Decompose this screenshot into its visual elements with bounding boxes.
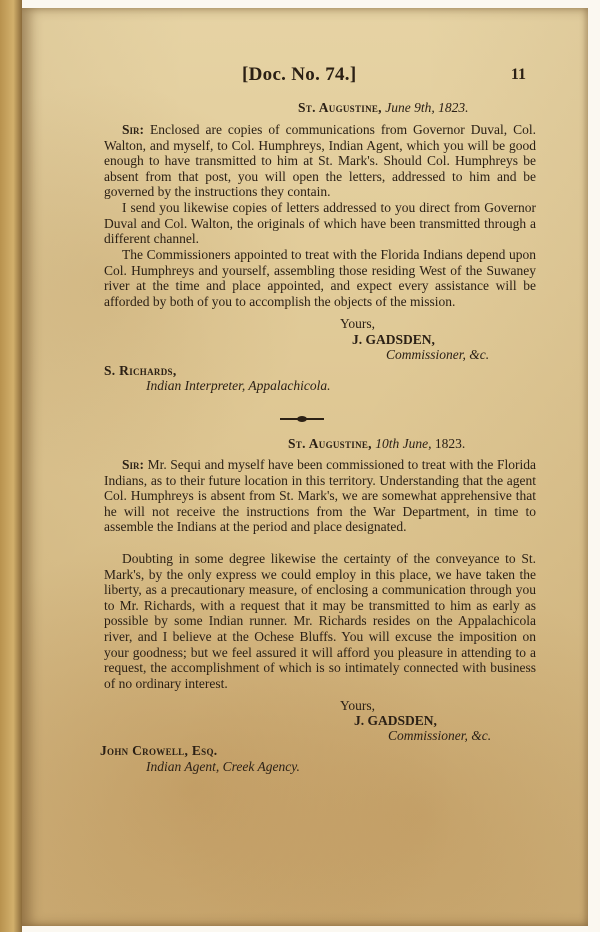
letter2-salutation: Sir: bbox=[122, 457, 145, 472]
letter2-p1-text: Mr. Sequi and myself have been commissioned to treat with the Florida Indians, as to their future location in this territory. Understanding that the agent Col. Humphreys is absent from St. Mark's, we are somewhat apprehensive that he will not receive the instructions from the War Department, in time to assemble the Indians at the period and place designated. bbox=[104, 457, 536, 535]
letter2-place: St. Augustine, bbox=[288, 436, 372, 451]
letter2-signer: J. GADSDEN, bbox=[354, 713, 437, 728]
letter1-closing: Yours, bbox=[340, 316, 376, 331]
letter2-addressee-name: John Crowell, Esq. bbox=[100, 743, 218, 758]
letter2-date-year: 1823. bbox=[434, 436, 466, 451]
letter2-paragraph-2: Doubting in some degree likewise the certainty of the conveyance to St. Mark's, by the only express we could employ in this place, we have taken the liberty, as a precautionary measure, of enclosing a communication through you to Mr. Richards, with a request that it may be transmitted to him as early as possible by some Indian runner. Mr. Richards resides on the Appalachicola river, and I believe at the Ochese Bluffs. You will excuse the imposition on your goodness; but we feel assured it will afford you pleasure in attending to a request, the accomplishment of which is so intimately connected with business of no ordinary interest. bbox=[104, 551, 536, 691]
letter1-paragraph-1 bbox=[104, 122, 536, 200]
page-header bbox=[22, 64, 588, 90]
letter2-closing: Yours, bbox=[340, 698, 376, 713]
letter2-dateline bbox=[288, 436, 465, 452]
section-divider bbox=[280, 418, 324, 420]
letter1-addressee-title: Indian Interpreter, Appalachicola. bbox=[146, 378, 331, 393]
letter2-signer-title: Commissioner, &c. bbox=[388, 728, 492, 743]
document-number: [Doc. No. 74.] bbox=[242, 64, 357, 85]
letter1-date: June 9th, 1823. bbox=[385, 100, 469, 115]
letter1-signer-title: Commissioner, &c. bbox=[386, 347, 490, 362]
letter2-paragraph-1 bbox=[104, 457, 536, 535]
letter1-addressee-name: S. Richards, bbox=[104, 363, 177, 378]
page-number: 11 bbox=[510, 66, 526, 83]
letter1-p1-text: Enclosed are copies of communications from Governor Duval, Col. Walton, and myself, to Col. Humphreys, Indian Agent, which you will be good enough to have transmitted to him at St. Mark's. Should Col. Humphreys be absent from that post, you will open the letters, addressed to him and be governed by the instructions they contain. bbox=[104, 122, 536, 200]
letter1-place: St. Augustine, bbox=[298, 100, 382, 115]
document-page bbox=[22, 8, 588, 926]
letter1-signer: J. GADSDEN, bbox=[352, 332, 435, 347]
left-page-edge bbox=[0, 0, 22, 932]
letter1-dateline bbox=[298, 100, 468, 116]
letter1-paragraph-3: The Commissioners appointed to treat with the Florida Indians depend upon Col. Humphreys and yourself, assembling those residing West of the Suwaney river at the time and place appointed, and expect every assistance will be afforded by both of you to accomplish the objects of the mission. bbox=[104, 247, 536, 309]
letter1-paragraph-2: I send you likewise copies of letters addressed to you direct from Governor Duval and Col. Walton, the originals of which have been transmitted through a different channel. bbox=[104, 200, 536, 247]
letter2-date-day: 10th June, bbox=[375, 436, 432, 451]
letter1-salutation: Sir: bbox=[122, 122, 145, 137]
letter2-addressee-title: Indian Agent, Creek Agency. bbox=[146, 759, 300, 774]
